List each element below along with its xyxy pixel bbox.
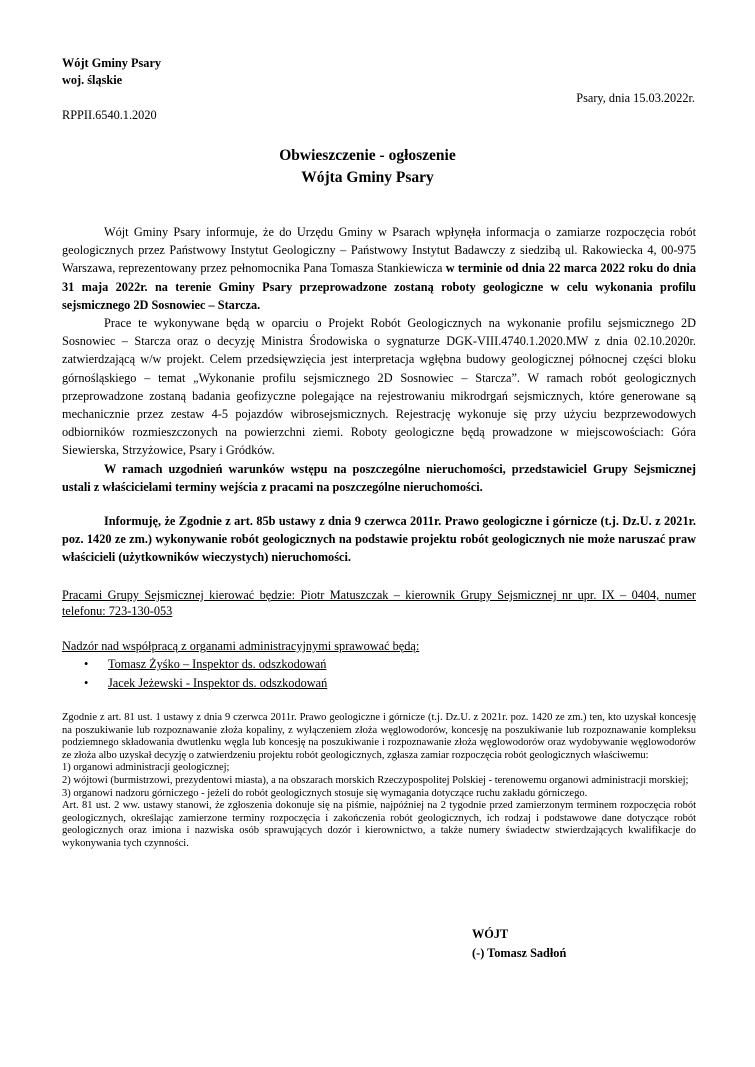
issuer-region: woj. śląskie (62, 73, 123, 87)
signature-name: (-) Tomasz Sadłoń (472, 946, 567, 960)
legal-item-1: 1) organowi administracji geologicznej; (62, 762, 230, 774)
title-line-2: Wójta Gminy Psary (301, 169, 434, 186)
paragraph-rights-bold: Informuję, że Zgodnie z art. 85b ustawy z dnia 9 czerwca 2011r. Prawo geologiczne i górnicze (t.j. Dz.U. z 2021r. poz. 1420 ze zm.) wykonywanie robót geologicznych na podstawie projektu robót geologicznych nie może naruszać praw właścicieli (użytkowników wieczystych) nieruchomości. (62, 514, 696, 565)
legal-section (62, 712, 696, 851)
supervisor-name: Jacek Jeżewski - Inspektor ds. odszkodowań (108, 675, 328, 690)
supervision-heading: Nadzór nad współpracą z organami administracyjnymi sprawować będą: (62, 639, 420, 653)
bullet-icon: • (84, 657, 89, 671)
paragraph-access-bold: W ramach uzgodnień warunków wstępu na poszczególne nieruchomości, przedstawiciel Grupy Sejsmicznej ustali z właścicielami terminy wejścia z pracami na poszczególne nieruchomości. (62, 461, 696, 494)
bullet-icon: • (84, 675, 89, 690)
paragraph-project: Prace te wykonywane będą w oparciu o Projekt Robót Geologicznych na wykonanie profilu sejsmicznego 2D Sosnowiec – Starcza oraz o decyzję Ministra Środowiska o sygnaturze DGK-VIII.4740.1.2020.MW z dnia 02.10.2020r. zatwierdzającą w/w projekt. Celem przedsięwzięcia jest interpretacja wgłębna budowy geologicznej północnej części bloku górnośląskiego – temat „Wykonanie profilu sejsmicznego 2D Sosnowiec – Starcza”. W ramach robót geologicznych przeprowadzone zostaną badania geofizyczne polegające na rejestrowaniu mikrodrgań sejsmicznych, które generowane są mechanicznie przez zestaw 4-5 pojazdów wibrosejsmicznych. Rejestrację wykonuje się przy użyciu bezprzewodowych odbiorników rozmieszczonych na powierzchni ziemi. Roboty geologiczne będą prowadzone w miejscowościach: Góra Siewierska, Strzyżowice, Psary i Gródków. (62, 316, 696, 458)
supervision-list (62, 655, 696, 692)
legal-intro: Zgodnie z art. 81 ust. 1 ustawy z dnia 9 czerwca 2011r. Prawo geologiczne i górnicze (t.j. Dz.U. z 2021r. poz. 1420 ze zm.) ten, kto uzyskał koncesję na poszukiwanie lub rozpoznawanie złoża kopaliny, z wyłączeniem złoża węglowodorów, koncesję na poszukiwanie lub rozpoznawanie kompleksu podziemnego składowania dwutlenku węgla lub koncesję na poszukiwanie i rozpoznawanie złoża węglowodorów oraz wydobywanie węglowodorów ze złoża albo uzyskał decyzję o zatwierdzeniu projektu robót geologicznych, zgłasza zamiar rozpoczęcia robót geologicznych właściwemu: (62, 712, 696, 761)
group-leader-contact: Pracami Grupy Sejsmicznej kierować będzie: Piotr Matuszczak – kierownik Grupy Sejsmicznej nr upr. IX – 0404, numer telefonu: 723-130-053 (62, 588, 696, 618)
list-item (62, 674, 696, 693)
paragraph-access (62, 460, 696, 496)
supervisor-name: Tomasz Żyśko – Inspektor ds. odszkodowań (108, 657, 327, 671)
signature-title: WÓJT (472, 927, 509, 941)
place-date: Psary, dnia 15.03.2022r. (576, 91, 695, 105)
paragraph-announcement-text: Wójt Gminy Psary informuje, że do Urzędu Gminy w Psarach wpłynęła informacja o zamiarze rozpoczęcia robót geologicznych przez Państwowy Instytut Geologiczny – Państwowy Instytut Badawczy z siedzibą ul. Rakowiecka 4, 00-975 Warszawa, reprezentowany przez pełnomocnika Pana Tomasza Stankiewicza (62, 225, 696, 276)
paragraph-announcement-bold: w terminie od dnia 22 marca 2022 roku do dnia 31 maja 2022r. na terenie Gminy Psary przeprowadzone zostaną roboty geologiczne w celu wykonania profilu sejsmicznego 2D Sosnowiec – Starcza. (62, 261, 696, 312)
main-body (62, 223, 696, 496)
title-line-1: Obwieszczenie - ogłoszenie (279, 147, 456, 164)
paragraph-announcement (62, 223, 696, 314)
legal-item-3: 3) organowi nadzoru górniczego - jeżeli do robót geologicznych stosuje się wymagania dotyczące ruchu zakładu górniczego. (62, 787, 588, 799)
legal-art-2: Art. 81 ust. 2 ww. ustawy stanowi, że zgłoszenia dokonuje się na piśmie, najpóźniej na 2 tygodnie przed zamierzonym terminem rozpoczęcia robót geologicznych, określając zamierzone terminy rozpoczęcia i zakończenia robót geologicznych, ich rodzaj i podstawowe dane dotyczące robót geologicznych oraz imiona i nazwiska osób sprawujących dozór i kierownictwo, a także numery świadectw stwierdzających kwalifikacje do wykonywania tych czynności. (62, 800, 696, 849)
paragraph-rights (62, 512, 696, 567)
signature-block (472, 925, 566, 963)
issuer-name: Wójt Gminy Psary (62, 56, 162, 70)
issuer-block (62, 55, 161, 89)
legal-item-2: 2) wójtowi (burmistrzowi, prezydentowi miasta), a na obszarach morskich Rzeczypospolitej Polskiej - terenowemu organowi administracji morskiej; (62, 774, 689, 786)
document-title (0, 145, 735, 189)
list-item (62, 655, 696, 674)
reference-number: RPPII.6540.1.2020 (62, 108, 157, 122)
